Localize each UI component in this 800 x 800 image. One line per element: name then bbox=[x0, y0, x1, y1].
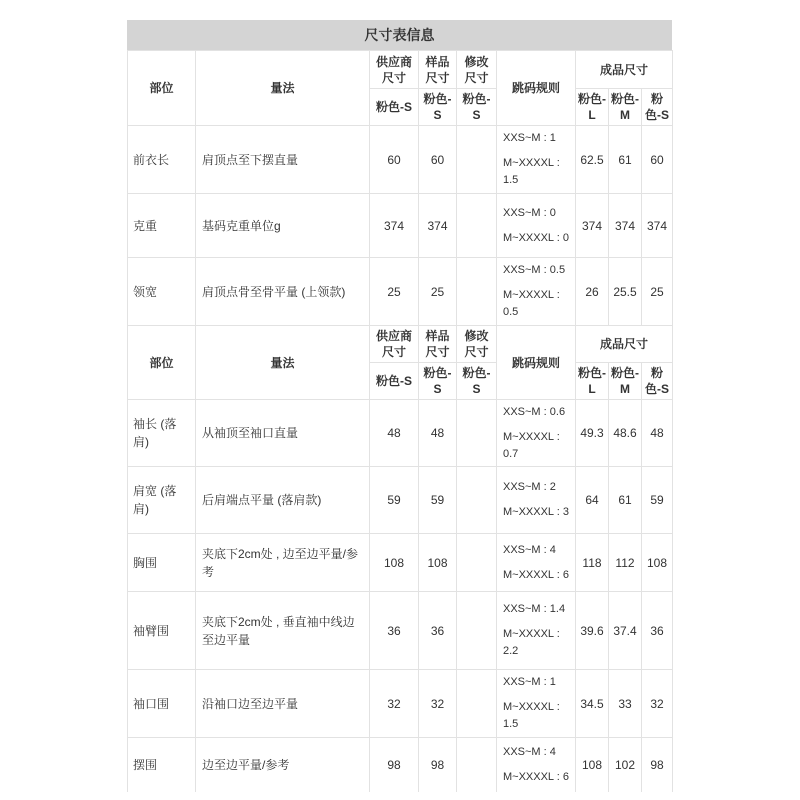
table-row bbox=[128, 670, 673, 738]
table-row bbox=[128, 258, 673, 326]
finished-m-cell: 102 bbox=[609, 738, 642, 792]
size-table bbox=[127, 50, 673, 792]
grading-rule-line: XXS~M : 4 bbox=[503, 745, 556, 758]
method-cell: 肩顶点骨至骨平量 (上领款) bbox=[196, 258, 370, 326]
supplier-size-cell: 374 bbox=[370, 194, 419, 258]
grading-rule-cell bbox=[497, 534, 576, 592]
subheader-finished-l: 粉色-L bbox=[576, 89, 609, 126]
finished-m-cell: 48.6 bbox=[609, 400, 642, 467]
col-header-grading-rule: 跳码规则 bbox=[497, 326, 576, 400]
grading-rule-line: XXS~M : 0 bbox=[503, 206, 556, 219]
sample-size-cell: 32 bbox=[419, 670, 457, 738]
finished-s-cell: 374 bbox=[642, 194, 673, 258]
grading-rule-cell bbox=[497, 670, 576, 738]
finished-m-cell: 61 bbox=[609, 467, 642, 534]
grading-rule-line: XXS~M : 2 bbox=[503, 481, 556, 493]
modify-size-cell bbox=[457, 534, 497, 592]
method-cell: 后肩端点平量 (落肩款) bbox=[196, 467, 370, 534]
modify-size-cell bbox=[457, 400, 497, 467]
finished-s-cell: 108 bbox=[642, 534, 673, 592]
col-header-modify-size: 修改尺寸 bbox=[457, 326, 497, 363]
finished-s-cell: 60 bbox=[642, 126, 673, 194]
col-header-supplier-size: 供应商尺寸 bbox=[370, 326, 419, 363]
finished-l-cell: 64 bbox=[576, 467, 609, 534]
grading-rule-cell bbox=[497, 194, 576, 258]
grading-rule-cell bbox=[497, 126, 576, 194]
grading-rule-line: XXS~M : 1 bbox=[503, 132, 556, 144]
sample-size-cell: 60 bbox=[419, 126, 457, 194]
sample-size-cell: 48 bbox=[419, 400, 457, 467]
finished-m-cell: 33 bbox=[609, 670, 642, 738]
grading-rule-line: M~XXXXL : 6 bbox=[503, 568, 569, 581]
modify-size-cell bbox=[457, 738, 497, 792]
sample-size-cell: 108 bbox=[419, 534, 457, 592]
part-cell: 袖臂围 bbox=[128, 592, 196, 670]
grading-rule-line: M~XXXXL : 1.5 bbox=[503, 157, 560, 186]
finished-l-cell: 39.6 bbox=[576, 592, 609, 670]
col-header-sample-size: 样品尺寸 bbox=[419, 51, 457, 89]
grading-rule-cell bbox=[497, 738, 576, 792]
grading-rule-line: M~XXXXL : 1.5 bbox=[503, 701, 560, 730]
finished-m-cell: 374 bbox=[609, 194, 642, 258]
col-header-method: 量法 bbox=[196, 326, 370, 400]
table-row bbox=[128, 738, 673, 792]
finished-m-cell: 112 bbox=[609, 534, 642, 592]
col-header-grading-rule: 跳码规则 bbox=[497, 51, 576, 126]
supplier-size-cell: 25 bbox=[370, 258, 419, 326]
finished-l-cell: 118 bbox=[576, 534, 609, 592]
supplier-size-cell: 60 bbox=[370, 126, 419, 194]
grading-rule-cell bbox=[497, 467, 576, 534]
finished-m-cell: 37.4 bbox=[609, 592, 642, 670]
part-cell: 胸围 bbox=[128, 534, 196, 592]
modify-size-cell bbox=[457, 670, 497, 738]
subheader-supplier-color-size: 粉色-S bbox=[370, 363, 419, 400]
finished-l-cell: 108 bbox=[576, 738, 609, 792]
finished-l-cell: 26 bbox=[576, 258, 609, 326]
method-cell: 夹底下2cm处 , 垂直袖中线边至边平量 bbox=[196, 592, 370, 670]
finished-s-cell: 48 bbox=[642, 400, 673, 467]
subheader-finished-m: 粉色-M bbox=[609, 89, 642, 126]
finished-s-cell: 59 bbox=[642, 467, 673, 534]
part-cell: 摆围 bbox=[128, 738, 196, 792]
modify-size-cell bbox=[457, 467, 497, 534]
modify-size-cell bbox=[457, 194, 497, 258]
col-header-modify-size: 修改尺寸 bbox=[457, 51, 497, 89]
grading-rule-line: XXS~M : 1.4 bbox=[503, 603, 566, 615]
subheader-supplier-color-size: 粉色-S bbox=[370, 89, 419, 126]
grading-rule-line: XXS~M : 0.6 bbox=[503, 405, 566, 418]
finished-s-cell: 25 bbox=[642, 258, 673, 326]
finished-l-cell: 49.3 bbox=[576, 400, 609, 467]
method-cell: 沿袖口边至边平量 bbox=[196, 670, 370, 738]
size-chart-title: 尺寸表信息 bbox=[127, 20, 672, 50]
grading-rule-line: XXS~M : 0.5 bbox=[503, 264, 566, 276]
finished-m-cell: 61 bbox=[609, 126, 642, 194]
method-cell: 边至边平量/参考 bbox=[196, 738, 370, 792]
subheader-modify-color-size: 粉色-S bbox=[457, 363, 497, 400]
grading-rule-cell bbox=[497, 258, 576, 326]
table-row bbox=[128, 194, 673, 258]
sample-size-cell: 59 bbox=[419, 467, 457, 534]
grading-rule-line: M~XXXXL : 0 bbox=[503, 231, 569, 244]
grading-rule-line: XXS~M : 1 bbox=[503, 676, 556, 688]
supplier-size-cell: 32 bbox=[370, 670, 419, 738]
subheader-modify-color-size: 粉色-S bbox=[457, 89, 497, 126]
finished-s-cell: 32 bbox=[642, 670, 673, 738]
subheader-sample-color-size: 粉色-S bbox=[419, 89, 457, 126]
method-cell: 肩顶点至下摆直量 bbox=[196, 126, 370, 194]
part-cell: 领宽 bbox=[128, 258, 196, 326]
part-cell: 袖长 (落肩) bbox=[128, 400, 196, 467]
subheader-finished-m: 粉色-M bbox=[609, 363, 642, 400]
part-cell: 克重 bbox=[128, 194, 196, 258]
sample-size-cell: 98 bbox=[419, 738, 457, 792]
method-cell: 基码克重单位g bbox=[196, 194, 370, 258]
table-row bbox=[128, 592, 673, 670]
modify-size-cell bbox=[457, 126, 497, 194]
finished-l-cell: 374 bbox=[576, 194, 609, 258]
sample-size-cell: 25 bbox=[419, 258, 457, 326]
col-header-finished-size: 成品尺寸 bbox=[576, 51, 673, 89]
size-chart bbox=[127, 20, 672, 792]
supplier-size-cell: 48 bbox=[370, 400, 419, 467]
grading-rule-line: XXS~M : 4 bbox=[503, 543, 556, 556]
table-row bbox=[128, 534, 673, 592]
grading-rule-line: M~XXXXL : 2.2 bbox=[503, 628, 560, 657]
grading-rule-line: M~XXXXL : 3 bbox=[503, 506, 569, 518]
grading-rule-line: M~XXXXL : 0.5 bbox=[503, 289, 560, 318]
finished-l-cell: 62.5 bbox=[576, 126, 609, 194]
col-header-part: 部位 bbox=[128, 51, 196, 126]
finished-m-cell: 25.5 bbox=[609, 258, 642, 326]
subheader-finished-s: 粉色-S bbox=[642, 89, 673, 126]
supplier-size-cell: 98 bbox=[370, 738, 419, 792]
col-header-finished-size: 成品尺寸 bbox=[576, 326, 673, 363]
modify-size-cell bbox=[457, 258, 497, 326]
supplier-size-cell: 108 bbox=[370, 534, 419, 592]
sample-size-cell: 374 bbox=[419, 194, 457, 258]
grading-rule-line: M~XXXXL : 6 bbox=[503, 770, 569, 783]
finished-s-cell: 36 bbox=[642, 592, 673, 670]
subheader-sample-color-size: 粉色-S bbox=[419, 363, 457, 400]
subheader-finished-l: 粉色-L bbox=[576, 363, 609, 400]
finished-l-cell: 34.5 bbox=[576, 670, 609, 738]
supplier-size-cell: 59 bbox=[370, 467, 419, 534]
header-row-2 bbox=[128, 326, 673, 363]
grading-rule-cell bbox=[497, 400, 576, 467]
table-row bbox=[128, 400, 673, 467]
sample-size-cell: 36 bbox=[419, 592, 457, 670]
table-row bbox=[128, 126, 673, 194]
supplier-size-cell: 36 bbox=[370, 592, 419, 670]
grading-rule-cell bbox=[497, 592, 576, 670]
part-cell: 袖口围 bbox=[128, 670, 196, 738]
header-row-1 bbox=[128, 51, 673, 89]
finished-s-cell: 98 bbox=[642, 738, 673, 792]
col-header-supplier-size: 供应商尺寸 bbox=[370, 51, 419, 89]
part-cell: 肩宽 (落肩) bbox=[128, 467, 196, 534]
method-cell: 夹底下2cm处 , 边至边平量/参考 bbox=[196, 534, 370, 592]
subheader-finished-s: 粉色-S bbox=[642, 363, 673, 400]
grading-rule-line: M~XXXXL : 0.7 bbox=[503, 430, 560, 460]
col-header-part: 部位 bbox=[128, 326, 196, 400]
col-header-method: 量法 bbox=[196, 51, 370, 126]
part-cell: 前衣长 bbox=[128, 126, 196, 194]
table-row bbox=[128, 467, 673, 534]
modify-size-cell bbox=[457, 592, 497, 670]
col-header-sample-size: 样品尺寸 bbox=[419, 326, 457, 363]
method-cell: 从袖顶至袖口直量 bbox=[196, 400, 370, 467]
